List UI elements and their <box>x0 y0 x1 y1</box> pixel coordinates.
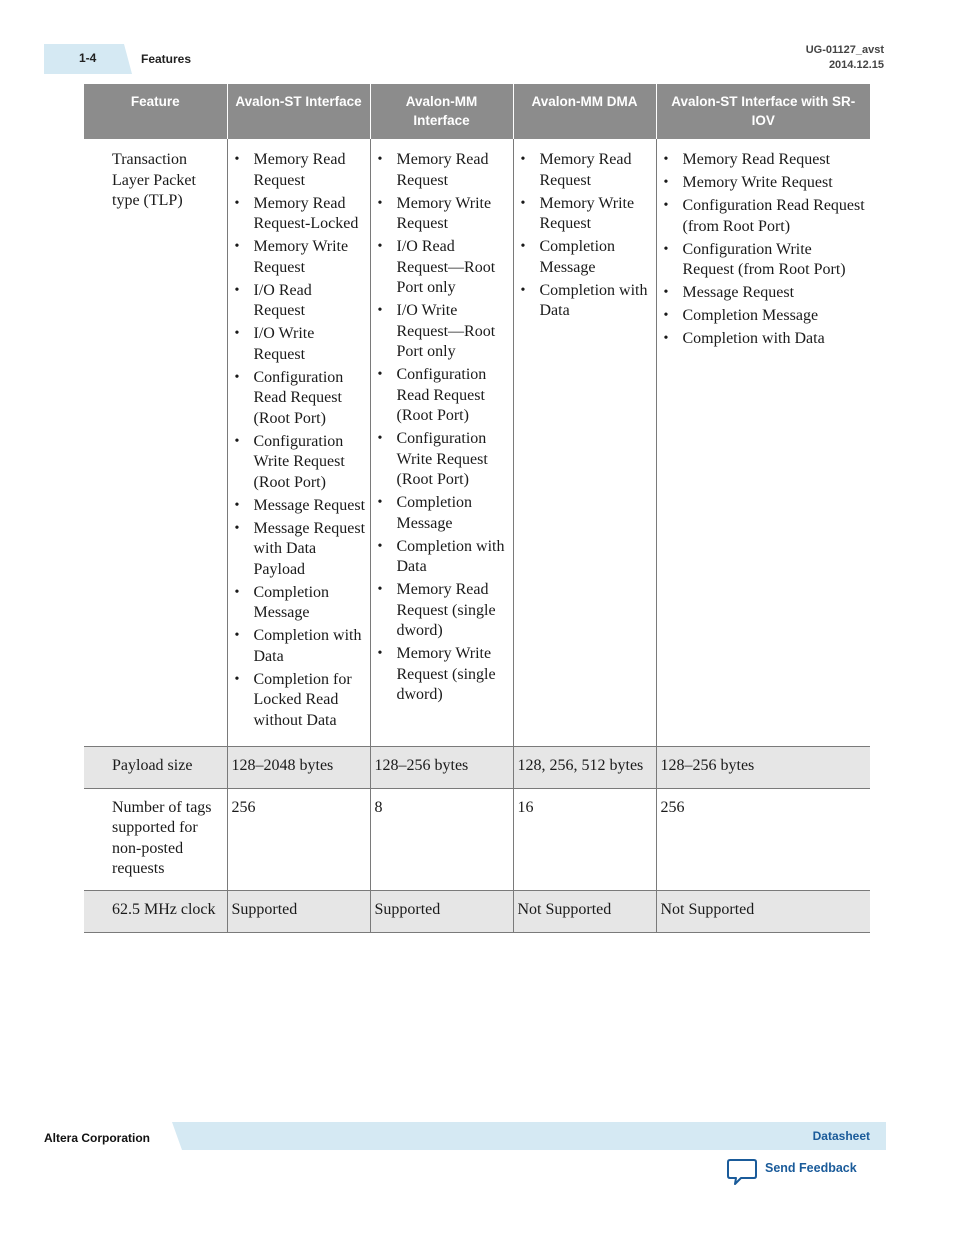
cell-avalon-mm-tlp <box>370 139 513 746</box>
cell-value: Supported <box>370 890 513 932</box>
list-item: • Completion with Data <box>232 626 366 667</box>
cell-value: Supported <box>227 890 370 932</box>
column-header-avalon-mm-dma: Avalon-MM DMA <box>513 84 656 139</box>
list-item: • Completion Message <box>661 306 867 327</box>
list-item: • Memory Write Request (single dword) <box>375 644 509 706</box>
list-item: • Configuration Write Request (Root Port) <box>232 432 366 494</box>
table-row-payload-size <box>84 746 870 788</box>
list-item: • Memory Read Request (single dword) <box>375 580 509 642</box>
cell-value: 128, 256, 512 bytes <box>513 746 656 788</box>
cell-avalon-st-tlp <box>227 139 370 746</box>
document-id-block <box>806 43 884 73</box>
table-row-clock <box>84 890 870 932</box>
list-item: • I/O Read Request—Root Port only <box>375 237 509 299</box>
list-item: • Configuration Write Request (from Root Port) <box>661 240 867 281</box>
list-item: • Configuration Read Request (Root Port) <box>375 365 509 427</box>
list-item: • Message Request <box>661 283 867 304</box>
document-id: UG-01127_avst <box>805 44 884 56</box>
cell-value: 256 <box>227 788 370 890</box>
list-item: • Message Request with Data Payload <box>232 519 366 581</box>
cell-value: 16 <box>513 788 656 890</box>
cell-value: 128–256 bytes <box>370 746 513 788</box>
list-item: • I/O Write Request—Root Port only <box>375 301 509 363</box>
cell-feature: 62.5 MHz clock <box>84 890 227 932</box>
column-header-feature: Feature <box>84 84 227 139</box>
page-number: 1-4 <box>79 51 97 65</box>
list-item: • Memory Write Request <box>661 173 867 194</box>
list-item: • Memory Read Request-Locked <box>232 194 366 235</box>
cell-avalon-mm-dma-tlp <box>513 139 656 746</box>
list-item: • Memory Write Request <box>375 194 509 235</box>
list-item: • Memory Read Request <box>232 150 366 191</box>
list-item: • Memory Write Request <box>518 194 652 235</box>
section-title: Features <box>141 52 192 66</box>
list-item: • Message Request <box>232 496 366 517</box>
cell-avalon-st-sriov-tlp <box>656 139 870 746</box>
tlp-list-avalon-st <box>232 150 366 731</box>
cell-value: Not Supported <box>513 890 656 932</box>
list-item: • Completion with Data <box>375 537 509 578</box>
list-item: • Completion for Locked Read without Data <box>232 670 366 732</box>
list-item: • Completion Message <box>375 493 509 534</box>
tlp-list-avalon-mm-dma <box>518 150 652 322</box>
cell-value: Not Supported <box>656 890 870 932</box>
list-item: • Memory Write Request <box>232 237 366 278</box>
list-item: • Memory Read Request <box>375 150 509 191</box>
send-feedback-label[interactable]: Send Feedback <box>765 1161 857 1175</box>
table-header-row <box>84 84 870 139</box>
list-item: • Memory Read Request <box>518 150 652 191</box>
cell-feature-tlp: Transaction Layer Packet type (TLP) <box>84 139 227 746</box>
features-table <box>84 84 870 933</box>
cell-value: 8 <box>370 788 513 890</box>
footer-bar <box>172 1122 886 1150</box>
list-item: • Completion Message <box>518 237 652 278</box>
list-item: • Configuration Write Request (Root Port) <box>375 429 509 491</box>
document-date: 2014.12.15 <box>828 59 884 71</box>
list-item: • Configuration Read Request (Root Port) <box>232 368 366 430</box>
list-item: • Completion with Data <box>661 329 867 350</box>
table-row-tlp-types <box>84 139 870 746</box>
list-item: • Memory Read Request <box>661 150 867 171</box>
cell-value: 128–2048 bytes <box>227 746 370 788</box>
table-row-number-of-tags <box>84 788 870 890</box>
cell-feature: Number of tags supported for non-posted requests <box>84 788 227 890</box>
cell-value: 128–256 bytes <box>656 746 870 788</box>
cell-feature: Payload size <box>84 746 227 788</box>
cell-value: 256 <box>656 788 870 890</box>
list-item: • I/O Write Request <box>232 324 366 365</box>
tlp-list-avalon-st-sriov <box>661 150 867 350</box>
list-item: • Configuration Read Request (from Root Port) <box>661 196 867 237</box>
column-header-avalon-mm: Avalon-MM Interface <box>370 84 513 139</box>
tlp-list-avalon-mm <box>375 150 509 706</box>
speech-bubble-icon <box>727 1158 757 1186</box>
list-item: • I/O Read Request <box>232 281 366 322</box>
company-name: Altera Corporation <box>44 1131 151 1145</box>
column-header-avalon-st: Avalon-ST Interface <box>227 84 370 139</box>
list-item: • Completion with Data <box>518 281 652 322</box>
doc-type-label: Datasheet <box>812 1129 870 1143</box>
list-item: • Completion Message <box>232 583 366 624</box>
column-header-avalon-st-sriov: Avalon-ST Interface with SR-IOV <box>656 84 870 139</box>
